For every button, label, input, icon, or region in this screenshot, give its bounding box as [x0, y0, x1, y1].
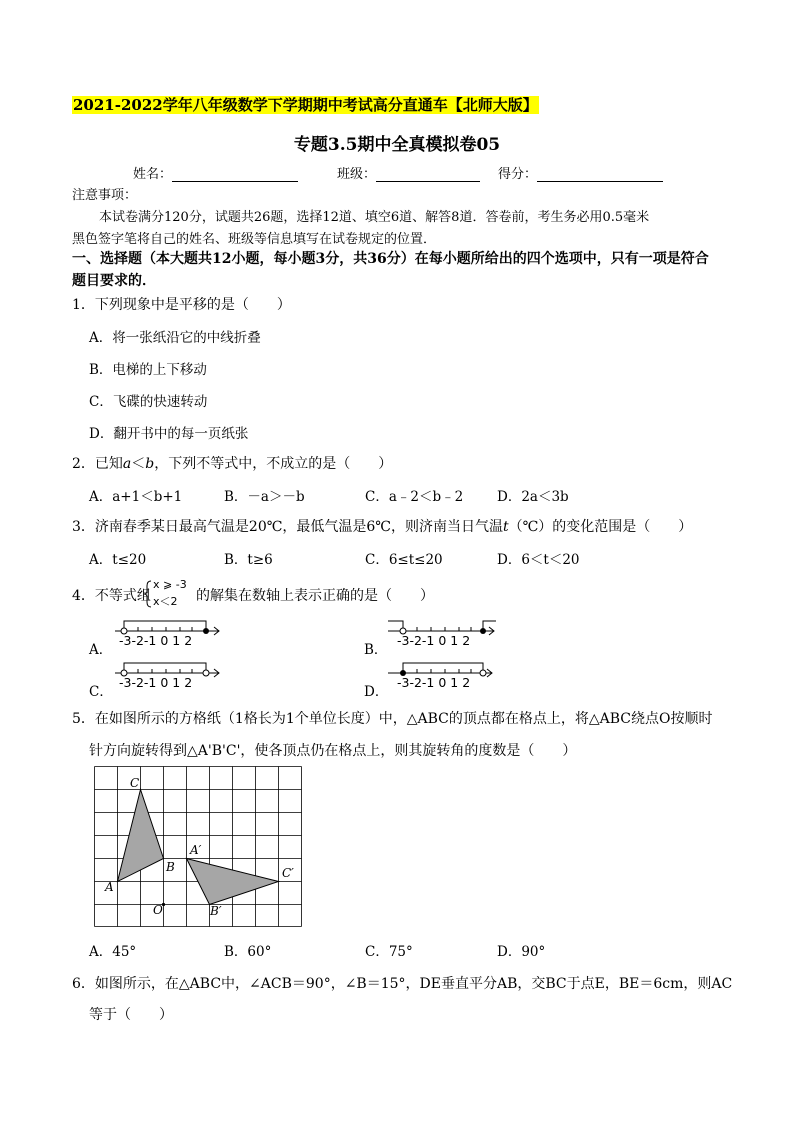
q6-stem-line-2: 等于（ ） [89, 1007, 173, 1023]
q1-option-c: C．飞碟的快速转动 [89, 394, 208, 410]
q4-stem-part-1: 4．不等式组 [72, 588, 151, 604]
q4-option-c-label: C． [89, 684, 113, 700]
q2-option-b: B．－a＞－b [224, 489, 305, 505]
q3-var-t: t [502, 519, 509, 535]
q2-stem-part-2: ，下列不等式中，不成立的是（ ） [154, 456, 393, 472]
q5-stem-line-1: 5．在如图所示的方格纸（1格长为1个单位长度）中，△ABC的顶点都在格点上，将△ABC绕点O按顺时 [72, 711, 713, 727]
q4-option-d-label: D． [364, 684, 389, 700]
q3-option-d: D．6＜t＜20 [497, 552, 580, 568]
label-a: A [105, 880, 114, 894]
label-c: C [130, 776, 140, 790]
series-title: 2021-2022学年八年级数学下学期期中考试高分直通车【北师大版】 [73, 96, 538, 114]
q4-stem-part-2: 的解集在数轴上表示正确的是（ ） [196, 588, 434, 604]
name-field [133, 163, 298, 182]
q2-option-a: A．a+1＜b+1 [89, 489, 183, 505]
q4-option-b-label: B． [364, 642, 388, 658]
section-1-line-2: 题目要求的． [72, 273, 156, 289]
q2-var-a: a [122, 456, 132, 472]
notice-line-1: 本试卷满分120分，试题共26题，选择12道、填空6道、解答8道．答卷前，考生务必用0.5毫米 [99, 210, 650, 225]
score-field [498, 163, 663, 182]
q1-option-b: B．电梯的上下移动 [89, 362, 207, 378]
label-c-prime: C′ [282, 866, 294, 880]
q2-stem [72, 453, 392, 473]
q5-option-c: C．75° [365, 944, 413, 960]
q5-option-a: A．45° [89, 944, 137, 960]
name-label: 姓名： [133, 167, 173, 182]
class-label: 班级： [337, 167, 377, 182]
q6-stem-line-1: 6．如图所示，在△ABC中，∠ACB＝90°，∠B＝15°，DE垂直平分AB，交BC于点E，BE＝6cm，则AC [72, 976, 733, 992]
q3-option-b: B．t≥6 [224, 552, 273, 568]
q2-option-d: D．2a＜3b [497, 489, 569, 505]
q3-stem-part-1: 3．济南春季某日最高气温是20℃，最低气温是6℃，则济南当日气温 [72, 519, 503, 535]
q4-option-d-ticks: -3-2-1 0 1 2 [397, 675, 471, 690]
q1-option-d: D．翻开书中的每一页纸张 [89, 426, 249, 442]
q2-option-c: C．a﹣2＜b﹣2 [365, 489, 464, 505]
q2-lt-sign: ＜ [131, 456, 146, 472]
notice-line-2: 黑色签字笔将自己的姓名、班级等信息填写在试卷规定的位置． [72, 232, 437, 247]
label-a-prime: A′ [190, 843, 202, 857]
label-o: O [153, 903, 163, 917]
paper-title: 专题3.5期中全真模拟卷05 [293, 135, 501, 155]
q2-var-b: b [145, 456, 155, 472]
q4-option-b-ticks: -3-2-1 0 1 2 [397, 633, 471, 648]
label-b-prime: B′ [210, 904, 222, 918]
q4-option-c-ticks: -3-2-1 0 1 2 [119, 675, 193, 690]
score-label: 得分： [498, 167, 538, 182]
q3-stem-part-2: （℃）的变化范围是（ ） [508, 519, 693, 535]
q4-system-line-1: x ⩾ -3 [153, 578, 187, 591]
score-blank [537, 167, 663, 182]
name-blank [172, 167, 298, 182]
q1-option-a: A．将一张纸沿它的中线折叠 [89, 330, 261, 346]
section-1-line-1: 一、选择题（本大题共12小题，每小题3分，共36分）在每小题所给出的四个选项中，只有一项是符合 [72, 251, 709, 267]
q4-option-a-label: A． [89, 642, 113, 658]
q4-option-a-ticks: -3-2-1 0 1 2 [119, 633, 193, 648]
q4-brace [144, 580, 152, 608]
q3-option-c: C．6≤t≤20 [365, 552, 443, 568]
label-b: B [166, 860, 175, 874]
q3-option-a: A．t≤20 [89, 552, 147, 568]
q5-option-b: B．60° [224, 944, 272, 960]
q3-stem [72, 516, 692, 536]
q4-system-line-2: x＜2 [153, 595, 178, 608]
q5-option-d: D．90° [497, 944, 546, 960]
q5-stem-line-2: 针方向旋转得到△A'B'C'，使各顶点仍在格点上，则其旋转角的度数是（ ） [89, 743, 577, 759]
q2-stem-part-1: 2．已知 [72, 456, 123, 472]
class-field [337, 163, 480, 182]
q1-stem: 1．下列现象中是平移的是（ ） [72, 297, 291, 313]
notice-label: 注意事项： [72, 188, 138, 203]
class-blank [376, 167, 480, 182]
